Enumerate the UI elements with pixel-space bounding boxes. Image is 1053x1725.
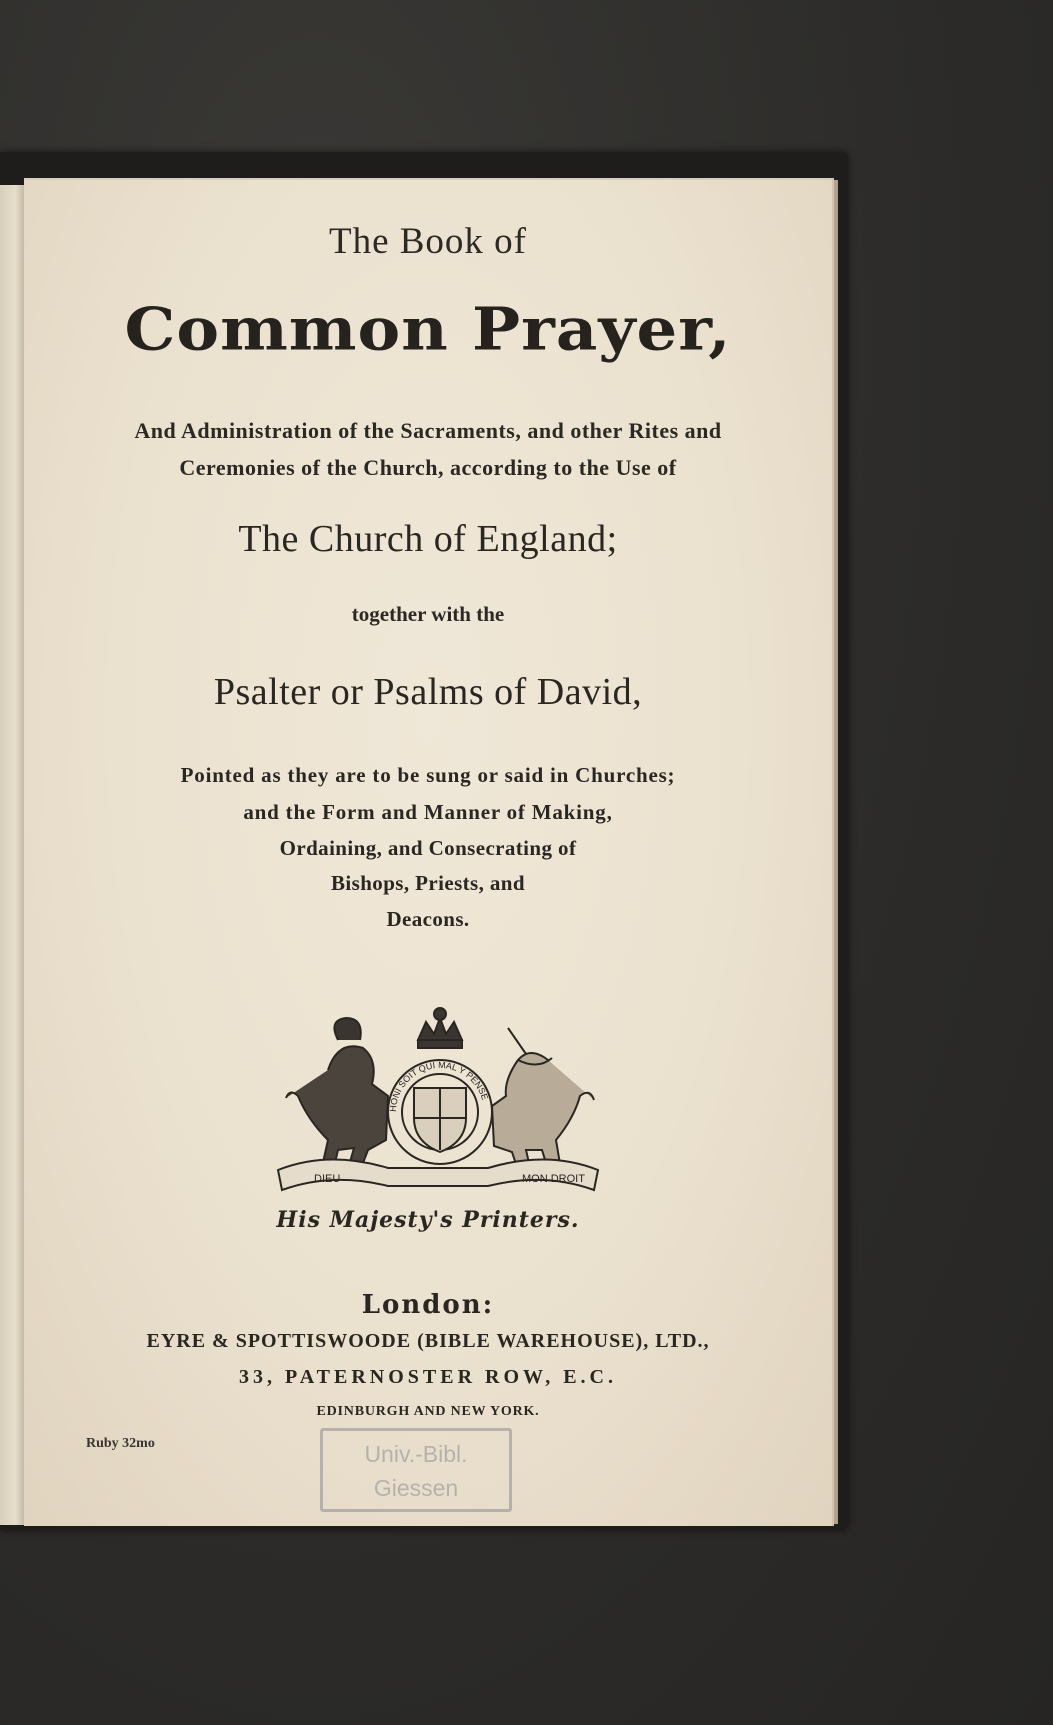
- left-page-edge: [0, 185, 27, 1525]
- publisher-line-1: EYRE & SPOTTISWOODE (BIBLE WAREHOUSE), LTD.,: [146, 1330, 710, 1352]
- stamp-line-2: Giessen: [373, 1475, 459, 1501]
- pointed-line-3: Ordaining, and Consecrating of: [279, 836, 577, 860]
- pointed-line-4: Bishops, Priests, and: [331, 871, 525, 895]
- motto-right: MON DROIT: [522, 1173, 585, 1185]
- title-page: [24, 178, 834, 1526]
- london-line: London:: [361, 1290, 495, 1320]
- main-title: Common Prayer,: [124, 295, 732, 364]
- edition-mark: Ruby 32mo: [86, 1436, 155, 1451]
- pointed-line-5: Deacons.: [386, 907, 470, 931]
- subtitle-line-2: Ceremonies of the Church, according to the Use of: [179, 455, 677, 480]
- pretitle: The Book of: [328, 221, 528, 262]
- printers-line: His Majesty's Printers.: [276, 1207, 580, 1233]
- publisher-line-3: EDINBURGH AND NEW YORK.: [316, 1404, 540, 1419]
- church-heading: The Church of England;: [238, 518, 618, 560]
- psalter-heading: Psalter or Psalms of David,: [213, 671, 643, 713]
- together-line: together with the: [351, 602, 505, 626]
- motto-left: DIEU: [314, 1173, 341, 1185]
- stamp-line-1: Univ.-Bibl.: [364, 1441, 468, 1467]
- subtitle-line-1: And Administration of the Sacraments, and other Rites and: [134, 418, 722, 443]
- pointed-line-1: Pointed as they are to be sung or said in Churches;: [180, 763, 676, 787]
- pointed-line-2: and the Form and Manner of Making,: [243, 800, 613, 824]
- publisher-line-2: 33, PATERNOSTER ROW, E.C.: [238, 1366, 617, 1388]
- garter-motto: HONI SOIT QUI MAL Y PENSE: [387, 1059, 491, 1113]
- royal-coat-of-arms-icon: [268, 1000, 608, 1200]
- library-stamp: [320, 1428, 512, 1512]
